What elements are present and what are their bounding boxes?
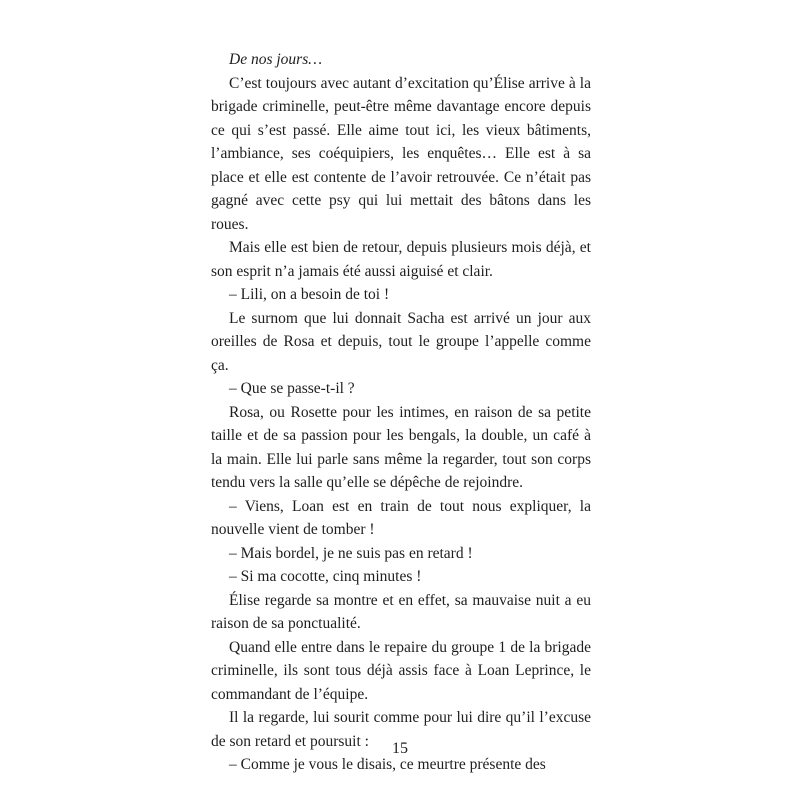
paragraph: Élise regarde sa montre et en effet, sa mauvaise nuit a eu raison de sa ponctualité.	[211, 591, 591, 632]
body-text	[211, 48, 591, 777]
paragraph: Quand elle entre dans le repaire du groupe 1 de la brigade criminelle, ils sont tous déjà assis face à Loan Leprince, le commandant de l’équipe.	[211, 638, 591, 703]
dialogue-line: – Si ma cocotte, cinq minutes !	[229, 568, 422, 585]
dialogue-line: – Mais bordel, je ne suis pas en retard !	[229, 544, 473, 562]
paragraph: Mais elle est bien de retour, depuis plusieurs mois déjà, et son esprit n’a jamais été aussi aiguisé et clair.	[211, 239, 591, 280]
paragraph: Il la regarde, lui sourit comme pour lui dire qu’il l’excuse de son retard et poursuit :	[211, 709, 591, 750]
section-heading: De nos jours…	[229, 51, 323, 68]
dialogue-line: – Lili, on a besoin de toi !	[229, 286, 390, 303]
paragraph: Le surnom que lui donnait Sacha est arrivé un jour aux oreilles de Rosa et depuis, tout le groupe l’appelle comme ça.	[211, 309, 591, 374]
dialogue-line: – Comme je vous le disais, ce meurtre présente des	[229, 756, 546, 773]
paragraph: Rosa, ou Rosette pour les intimes, en raison de sa petite taille et de sa passion pour les bengals, la double, un café à la main. Elle lui parle sans même la regarder, tout son corps tendu vers la salle qu’elle se dépêche de rejoindre.	[211, 403, 591, 491]
dialogue-line: – Viens, Loan est en train de tout nous expliquer, la nouvelle vient de tomber !	[211, 497, 591, 538]
dialogue-line: – Que se passe-t-il ?	[229, 380, 355, 397]
page-number: 15	[392, 740, 408, 757]
paragraph: C’est toujours avec autant d’excitation qu’Élise arrive à la brigade criminelle, peut-être même davantage encore depuis ce qui s’est passé. Elle aime tout ici, les vieux bâtiments, l’ambiance, ses coéquipiers, les enquêtes… Elle est à sa place et elle est contente de l’avoir retrouvée. Ce n’était pas gagné avec cette psy qui lui mettait des bâtons dans les roues.	[211, 74, 591, 233]
